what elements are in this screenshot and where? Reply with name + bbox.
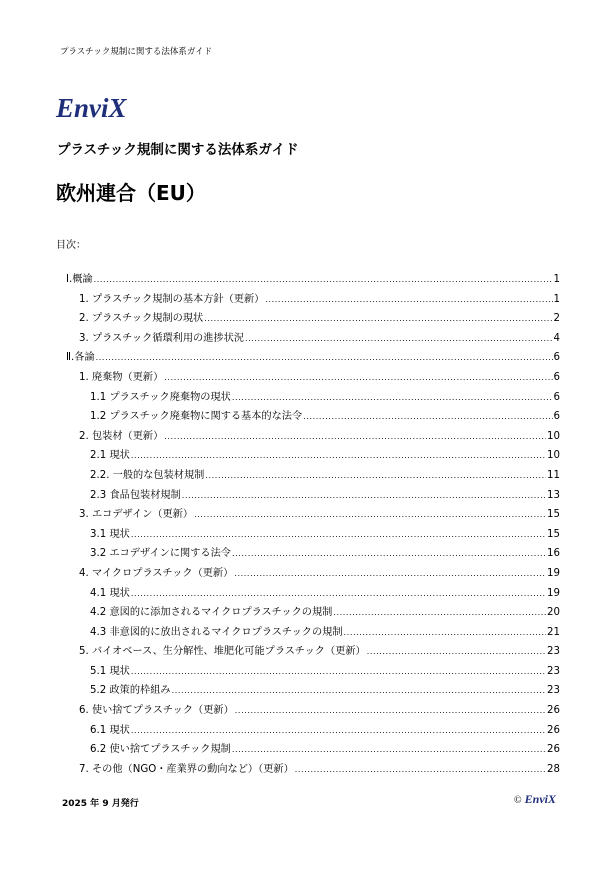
toc-entry-title: 2.2. 一般的な包装材規制	[90, 469, 205, 481]
toc-dot-leader	[232, 746, 546, 754]
toc-page-number: 19	[547, 567, 560, 579]
toc-page-number: 21	[547, 626, 560, 638]
toc-entry-title: Ⅰ.概論	[66, 274, 93, 285]
toc-entry[interactable]	[57, 760, 560, 780]
toc-entry-title: 6.2 使い捨てプラスチック規制	[90, 744, 231, 756]
toc-page-number: 26	[547, 724, 560, 736]
toc-entry[interactable]	[57, 623, 560, 643]
toc-dot-leader	[164, 433, 546, 441]
toc-dot-leader	[333, 609, 546, 617]
toc-page-number: 28	[547, 763, 560, 775]
toc-entry-title: 6.1 現状	[90, 724, 130, 736]
toc-page-number: 20	[547, 607, 560, 619]
toc-entry-title: 5. バイオベース、生分解性、堆肥化可能プラスチック（更新）	[79, 646, 366, 658]
toc-entry[interactable]	[57, 681, 560, 701]
toc-entry-title: Ⅱ.各論	[66, 352, 95, 364]
toc-dot-leader	[194, 511, 546, 519]
toc-page-number: 11	[547, 469, 560, 481]
toc-dot-leader	[204, 315, 552, 323]
toc-page-number: 16	[547, 548, 560, 560]
toc-entry[interactable]	[57, 662, 560, 682]
toc-entry[interactable]	[57, 368, 560, 388]
toc-entry-title: 2.1 現状	[90, 450, 130, 462]
toc-dot-leader	[182, 492, 546, 500]
toc-page-number: 6	[553, 411, 560, 423]
toc-page-number: 6	[553, 391, 560, 403]
toc-label: 目次：	[56, 240, 86, 251]
toc-entry-title: 4. マイクロプラスチック（更新）	[79, 567, 234, 579]
toc-page-number: 1	[553, 274, 560, 285]
toc-page-number: 19	[547, 587, 560, 599]
toc-entry[interactable]	[57, 740, 560, 760]
toc-entry[interactable]	[57, 584, 560, 604]
toc-page-number: 6	[553, 371, 560, 383]
toc-dot-leader	[131, 531, 546, 539]
toc-entry[interactable]	[57, 564, 560, 584]
toc-dot-leader	[303, 413, 552, 421]
toc-page-number: 23	[547, 665, 560, 677]
toc-entry-title: 1. プラスチック規制の基本方針（更新）	[79, 293, 265, 305]
publication-date: 2025 年 9 月発行	[62, 799, 139, 809]
toc-dot-leader	[235, 707, 546, 715]
toc-dot-leader	[232, 550, 546, 558]
toc-dot-leader	[245, 335, 553, 343]
toc-entry[interactable]	[57, 329, 560, 349]
toc-entry-title: 4.1 現状	[90, 587, 130, 599]
toc-entry[interactable]	[57, 642, 560, 662]
footer-brand: EnviX	[524, 792, 556, 806]
toc-entry-title: 1.1 プラスチック廃棄物の現状	[90, 391, 231, 403]
toc-dot-leader	[232, 394, 553, 402]
toc-entry[interactable]	[57, 466, 560, 486]
toc-entry[interactable]	[57, 701, 560, 721]
running-header: プラスチック規制に関する法体系ガイド	[60, 47, 213, 57]
toc-page-number: 13	[547, 489, 560, 501]
toc-dot-leader	[234, 570, 546, 578]
toc-page-number: 2	[553, 313, 560, 325]
toc-entry[interactable]	[57, 446, 560, 466]
toc-dot-leader	[295, 766, 546, 774]
toc-entry[interactable]	[57, 427, 560, 447]
toc-entry-title: 2. 包装材（更新）	[79, 430, 164, 442]
toc-entry[interactable]	[57, 603, 560, 623]
toc-entry-title: 4.2 意図的に添加されるマイクロプラスチックの規制	[90, 607, 333, 619]
toc-entry-title: 5.2 政策的枠組み	[90, 685, 171, 697]
toc-dot-leader	[96, 354, 553, 362]
document-subtitle: プラスチック規制に関する法体系ガイド	[57, 142, 299, 158]
toc-page-number: 15	[547, 528, 560, 540]
table-of-contents	[57, 270, 560, 779]
toc-entry-title: 2. プラスチック規制の現状	[79, 313, 204, 325]
toc-dot-leader	[265, 296, 552, 304]
toc-entry-title: 7. その他（NGO・産業界の動向など）（更新）	[79, 763, 294, 775]
toc-dot-leader	[367, 648, 546, 656]
toc-dot-leader	[344, 629, 547, 637]
toc-entry[interactable]	[57, 505, 560, 525]
toc-entry[interactable]	[57, 388, 560, 408]
toc-entry[interactable]	[57, 525, 560, 545]
toc-entry-title: 1.2 プラスチック廃棄物に関する基本的な法令	[90, 411, 303, 423]
toc-entry[interactable]	[57, 544, 560, 564]
envix-logo: EnviX	[56, 93, 127, 123]
toc-entry[interactable]	[57, 721, 560, 741]
copyright-symbol: ©	[514, 795, 522, 806]
toc-dot-leader	[131, 590, 546, 598]
toc-entry-title: 1. 廃棄物（更新）	[79, 371, 164, 383]
toc-entry[interactable]	[57, 270, 560, 290]
toc-entry-title: 6. 使い捨てプラスチック（更新）	[79, 705, 234, 717]
toc-dot-leader	[131, 668, 546, 676]
toc-entry-title: 3. エコデザイン（更新）	[79, 509, 194, 521]
toc-entry[interactable]	[57, 486, 560, 506]
toc-dot-leader	[131, 727, 546, 735]
toc-entry[interactable]	[57, 348, 560, 368]
toc-page-number: 23	[547, 646, 560, 658]
toc-entry[interactable]	[57, 290, 560, 310]
toc-dot-leader	[172, 687, 546, 695]
toc-entry-title: 2.3 食品包装材規制	[90, 489, 181, 501]
toc-entry-title: 4.3 非意図的に放出されるマイクロプラスチックの規制	[90, 626, 343, 638]
toc-page-number: 10	[547, 450, 560, 462]
toc-page-number: 15	[547, 509, 560, 521]
toc-entry-title: 3.1 現状	[90, 528, 130, 540]
toc-entry-title: 3.2 エコデザインに関する法令	[90, 548, 231, 560]
toc-entry-title: 5.1 現状	[90, 665, 130, 677]
toc-page-number: 10	[547, 430, 560, 442]
toc-entry[interactable]	[57, 407, 560, 427]
toc-page-number: 26	[547, 705, 560, 717]
toc-dot-leader	[164, 374, 552, 382]
toc-page-number: 1	[553, 293, 560, 305]
toc-page-number: 26	[547, 744, 560, 756]
toc-dot-leader	[131, 452, 546, 460]
toc-page-number: 4	[553, 332, 560, 344]
toc-dot-leader	[94, 276, 553, 284]
toc-entry-title: 3. プラスチック循環利用の進捗状況	[79, 332, 244, 344]
page-title: 欧州連合（EU）	[56, 181, 206, 205]
toc-dot-leader	[205, 472, 546, 480]
toc-page-number: 6	[553, 352, 560, 364]
toc-entry[interactable]	[57, 309, 560, 329]
toc-page-number: 23	[547, 685, 560, 697]
footer-copyright	[514, 792, 556, 807]
